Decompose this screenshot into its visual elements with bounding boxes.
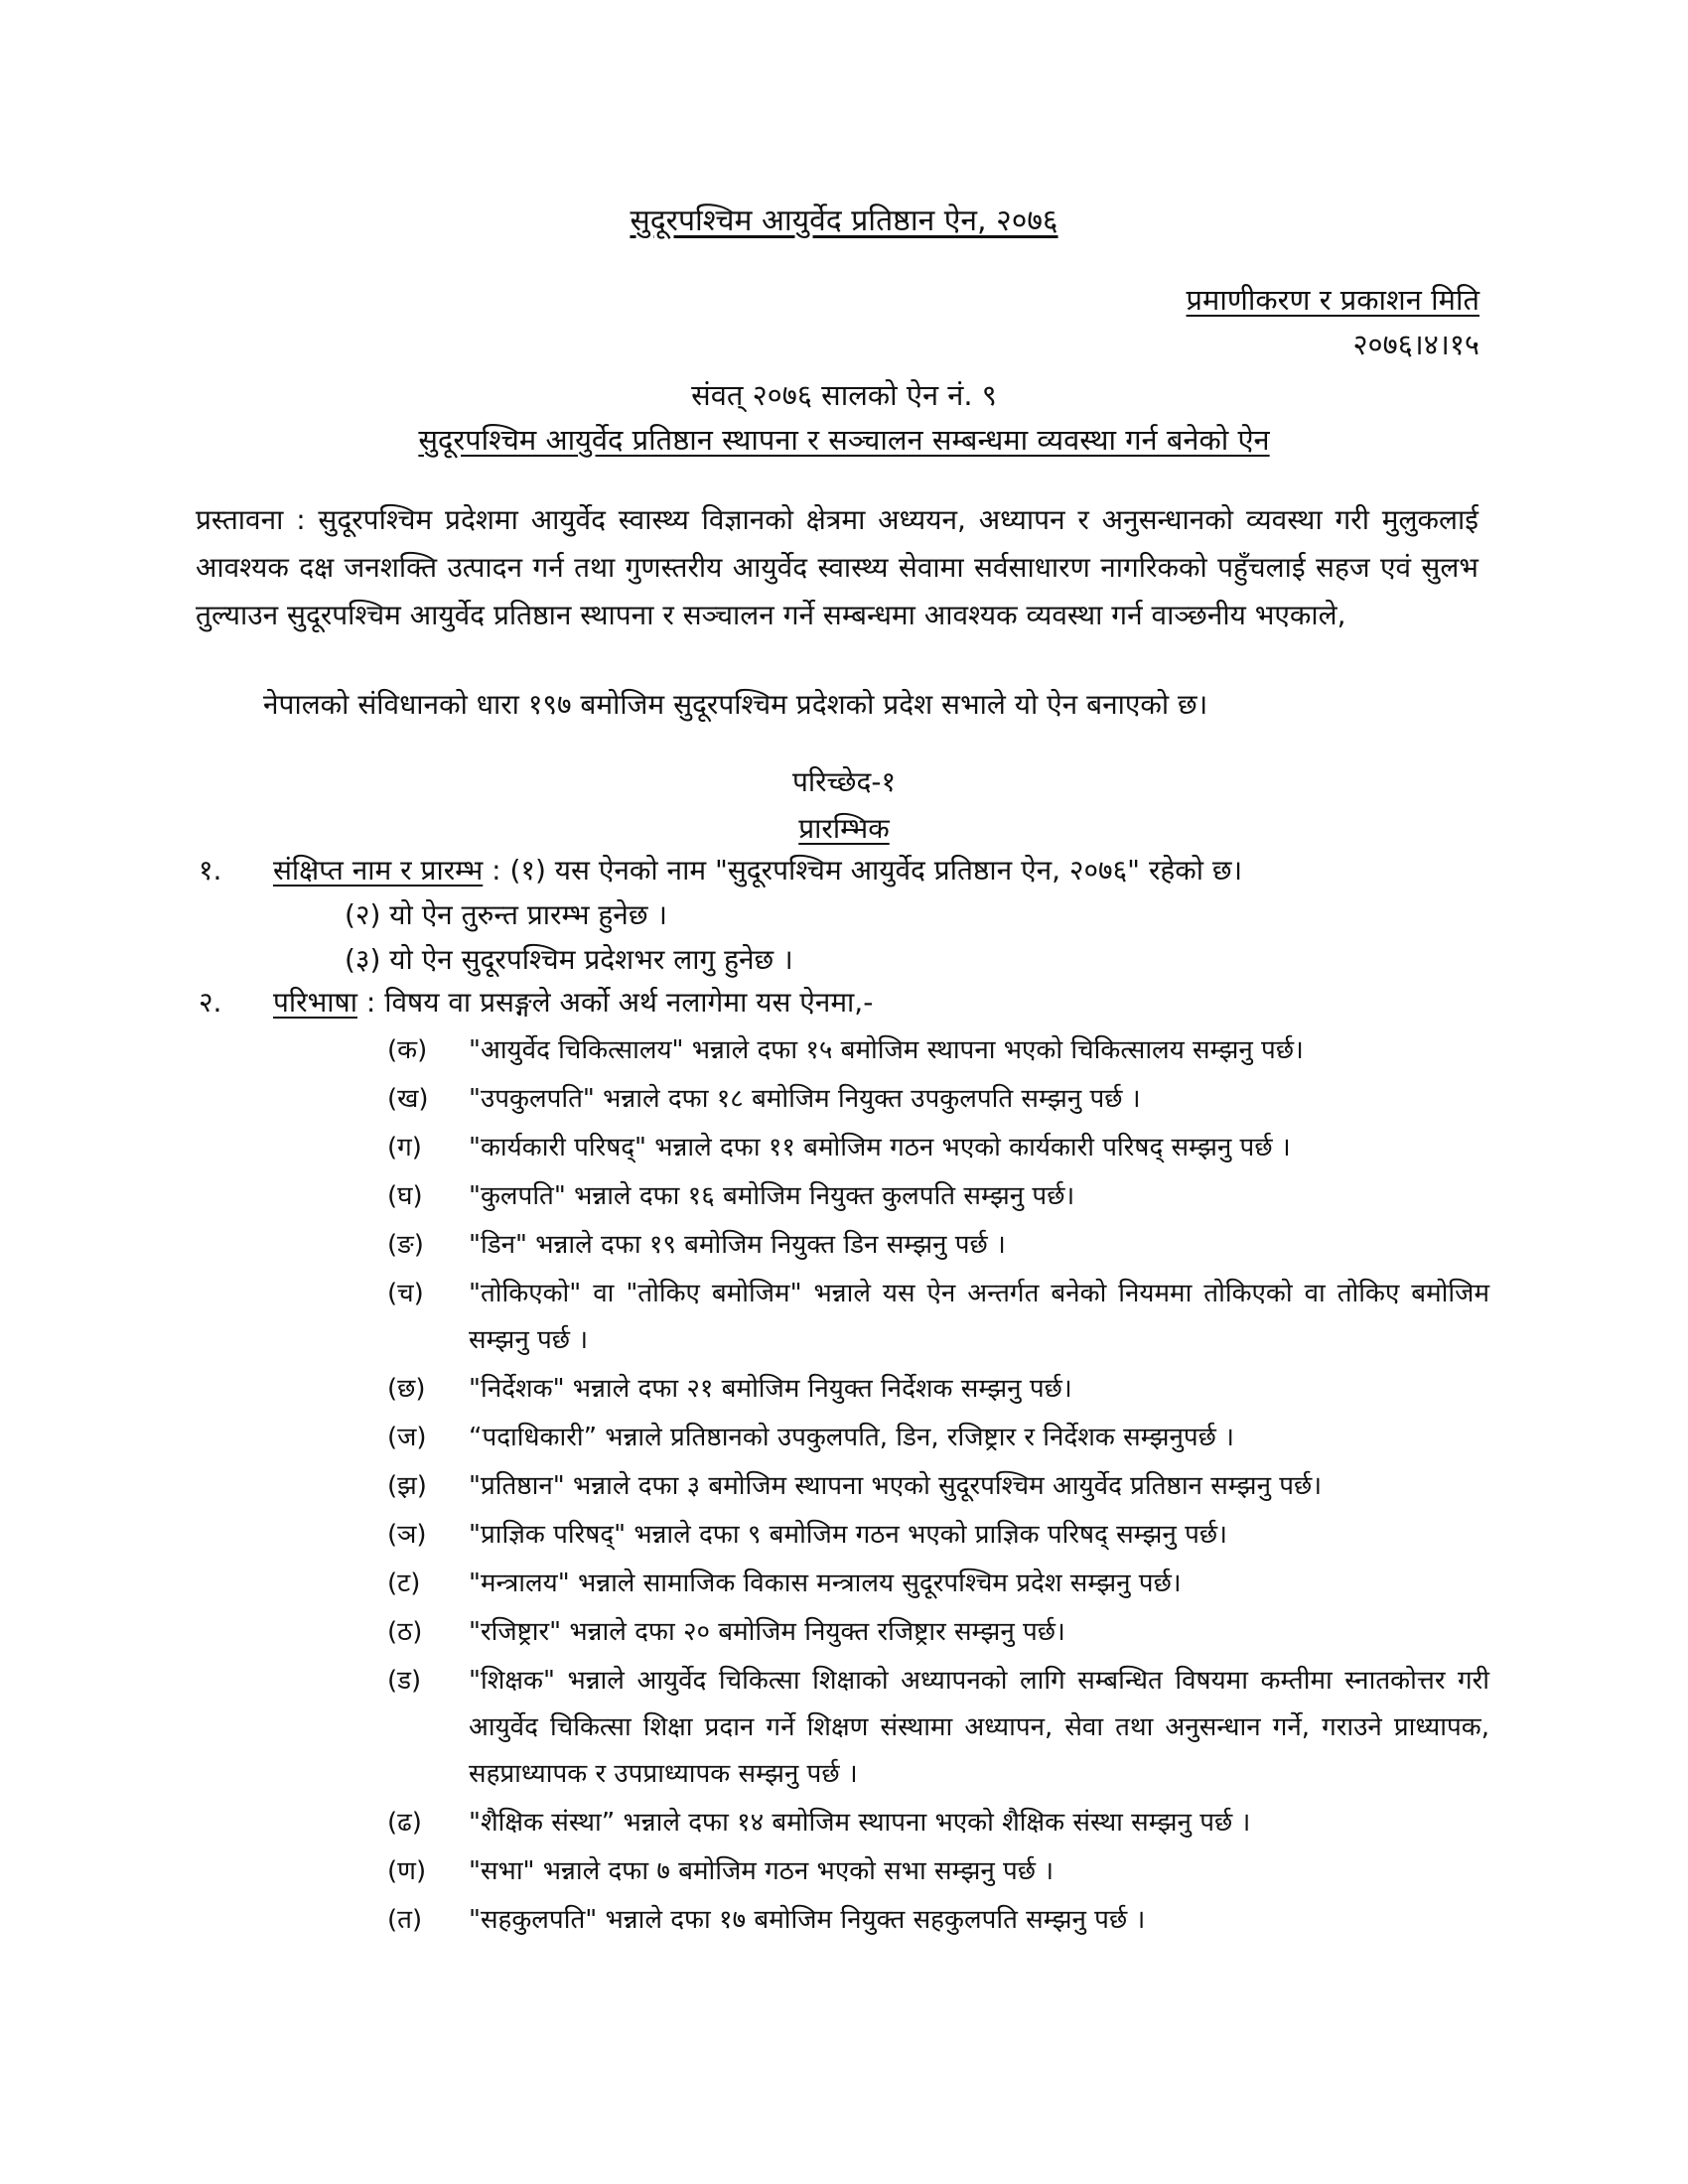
definition-text: "सभा" भन्नाले दफा ७ बमोजिम गठन भएको सभा सम्झनु पर्छ । [469, 1856, 1055, 1886]
definition-text: "प्राज्ञिक परिषद्" भन्नाले दफा ९ बमोजिम गठन भएको प्राज्ञिक परिषद् सम्झनु पर्छ। [469, 1520, 1227, 1550]
section-1-text: : (१) यस ऐनको नाम "सुदूरपश्चिम आयुर्वेद प्रतिष्ठान ऐन, २०७६" रहेको छ। [483, 854, 1243, 887]
definition-text: "निर्देशक" भन्नाले दफा २१ बमोजिम नियुक्त निर्देशक सम्झनु पर्छ। [469, 1374, 1072, 1404]
section-2-heading: परिभाषा [273, 986, 357, 1019]
definition-item [387, 1897, 1489, 1944]
definition-mark: (ड) [387, 1666, 422, 1696]
definition-text: "मन्त्रालय" भन्नाले सामाजिक विकास मन्त्रालय सुदूरपश्चिम प्रदेश सम्झनु पर्छ। [469, 1569, 1182, 1598]
definition-mark: (छ) [387, 1374, 426, 1404]
definition-item [387, 1658, 1489, 1798]
act-subtitle: सुदूरपश्चिम आयुर्वेद प्रतिष्ठान स्थापना र सञ्चालन सम्बन्धमा व्यवस्था गर्न बनेको ऐन [418, 423, 1270, 457]
definition-mark: (ञ) [387, 1520, 427, 1550]
definition-text: "शिक्षक" भन्नाले आयुर्वेद चिकित्सा शिक्षाको अध्यापनको लागि सम्बन्धित विषयमा कम्तीमा स्नातकोत्तर गरी आयुर्वेद चिकित्सा शिक्षा प्रदान गर्ने शिक्षण संस्थामा अध्यापन, सेवा तथा अनुसन्धान गर्ने, गराउने प्राध्यापक, सहप्राध्यापक र उपप्राध्यापक सम्झनु पर्छ । [469, 1666, 1489, 1789]
definition-mark: (ण) [387, 1856, 427, 1886]
definition-mark: (ढ) [387, 1808, 422, 1838]
definition-mark: (क) [387, 1035, 428, 1065]
section-1 [273, 851, 1242, 888]
definition-mark: (त) [387, 1905, 423, 1935]
definition-text: "रजिष्ट्रार" भन्नाले दफा २० बमोजिम नियुक्त रजिष्ट्रार सम्झनु पर्छ। [469, 1617, 1065, 1647]
definition-item [387, 1609, 1489, 1656]
definition-text: "प्रतिष्ठान" भन्नाले दफा ३ बमोजिम स्थापना भएको सुदूरपश्चिम आयुर्वेद प्रतिष्ठान सम्झनु पर्छ। [469, 1471, 1323, 1501]
preamble: प्रस्तावना : सुदूरपश्चिम प्रदेशमा आयुर्वेद स्वास्थ्य विज्ञानको क्षेत्रमा अध्ययन, अध्यापन र अनुसन्धानको व्यवस्था गरी मुलुकलाई आवश्यक दक्ष जनशक्ति उत्पादन गर्न तथा गुणस्तरीय आयुर्वेद स्वास्थ्य सेवामा सर्वसाधारण नागरिकको पहुँचलाई सहज एवं सुलभ तुल्याउन सुदूरपश्चिम आयुर्वेद प्रतिष्ठान स्थापना र सञ्चालन गर्ने सम्बन्धमा आवश्यक व्यवस्था गर्न वाञ्छनीय भएकाले, [196, 503, 1478, 631]
definition-text: "शैक्षिक संस्था” भन्नाले दफा १४ बमोजिम स्थापना भएको शैक्षिक संस्था सम्झनु पर्छ । [469, 1808, 1251, 1838]
section-2-text: : विषय वा प्रसङ्गले अर्को अर्थ नलागेमा यस ऐनमा,- [356, 986, 874, 1019]
section-1-heading: संक्षिप्त नाम र प्रारम्भ [273, 854, 484, 887]
definition-text: "कुलपति" भन्नाले दफा १६ बमोजिम नियुक्त कुलपति सम्झनु पर्छ। [469, 1181, 1075, 1211]
definition-item [387, 1366, 1489, 1413]
definition-item [387, 1222, 1489, 1269]
act-number: संवत् २०७६ सालको ऐन नं. ९ [691, 378, 997, 412]
authentication-date: २०७६।४।१५ [1352, 328, 1479, 361]
chapter-number: परिच्छेद-१ [791, 765, 897, 798]
definitions-list [387, 1027, 1489, 1946]
definition-item [387, 1076, 1489, 1123]
definition-mark: (ज) [387, 1423, 427, 1452]
definition-mark: (च) [387, 1279, 424, 1308]
definition-item [387, 1848, 1489, 1895]
definition-item [387, 1463, 1489, 1510]
definition-item [387, 1800, 1489, 1846]
section-2-number: २. [199, 986, 222, 1019]
definition-mark: (झ) [387, 1471, 427, 1501]
enactment-clause: नेपालको संविधानको धारा १९७ बमोजिम सुदूरपश्चिम प्रदेशको प्रदेश सभाले यो ऐन बनाएको छ। [263, 688, 1208, 721]
definition-mark: (ङ) [387, 1230, 424, 1260]
section-1-subsection-2: (२) यो ऐन तुरुन्त प्रारम्भ हुनेछ । [345, 898, 667, 931]
definition-text: “पदाधिकारी” भन्नाले प्रतिष्ठानको उपकुलपति, डिन, रजिष्ट्रार र निर्देशक सम्झनुपर्छ । [469, 1423, 1235, 1452]
definition-item [387, 1415, 1489, 1461]
definition-mark: (ग) [387, 1133, 422, 1162]
definition-mark: (ट) [387, 1569, 421, 1598]
section-1-subsection-3: (३) यो ऐन सुदूरपश्चिम प्रदेशभर लागु हुनेछ । [345, 943, 793, 976]
definition-text: "उपकुलपति" भन्नाले दफा १८ बमोजिम नियुक्त उपकुलपति सम्झनु पर्छ । [469, 1084, 1141, 1114]
definition-item [387, 1173, 1489, 1220]
definition-text: "आयुर्वेद चिकित्सालय" भन्नाले दफा १५ बमोजिम स्थापना भएको चिकित्सालय सम्झनु पर्छ। [469, 1035, 1304, 1065]
chapter-title: प्रारम्भिक [798, 812, 890, 845]
act-title: सुदूरपश्चिम आयुर्वेद प्रतिष्ठान ऐन, २०७६ [630, 204, 1058, 238]
section-1-number: १. [199, 854, 222, 887]
definition-text: "तोकिएको" वा "तोकिए बमोजिम" भन्नाले यस ऐन अन्तर्गत बनेको नियममा तोकिएको वा तोकिए बमोजिम सम्झनु पर्छ । [469, 1279, 1489, 1355]
definition-mark: (ख) [387, 1084, 429, 1114]
definition-text: "सहकुलपति" भन्नाले दफा १७ बमोजिम नियुक्त सहकुलपति सम्झनु पर्छ । [469, 1905, 1146, 1935]
definition-item [387, 1271, 1489, 1364]
definition-item [387, 1125, 1489, 1171]
section-2 [273, 983, 873, 1021]
definition-item [387, 1512, 1489, 1559]
definition-item [387, 1027, 1489, 1074]
definition-text: "कार्यकारी परिषद्" भन्नाले दफा ११ बमोजिम गठन भएको कार्यकारी परिषद् सम्झनु पर्छ । [469, 1133, 1291, 1162]
definition-mark: (ठ) [387, 1617, 423, 1647]
definition-item [387, 1561, 1489, 1607]
definition-mark: (घ) [387, 1181, 423, 1211]
authentication-label: प्रमाणीकरण र प्रकाशन मिति [1186, 283, 1479, 317]
definition-text: "डिन" भन्नाले दफा १९ बमोजिम नियुक्त डिन सम्झनु पर्छ । [469, 1230, 1006, 1260]
